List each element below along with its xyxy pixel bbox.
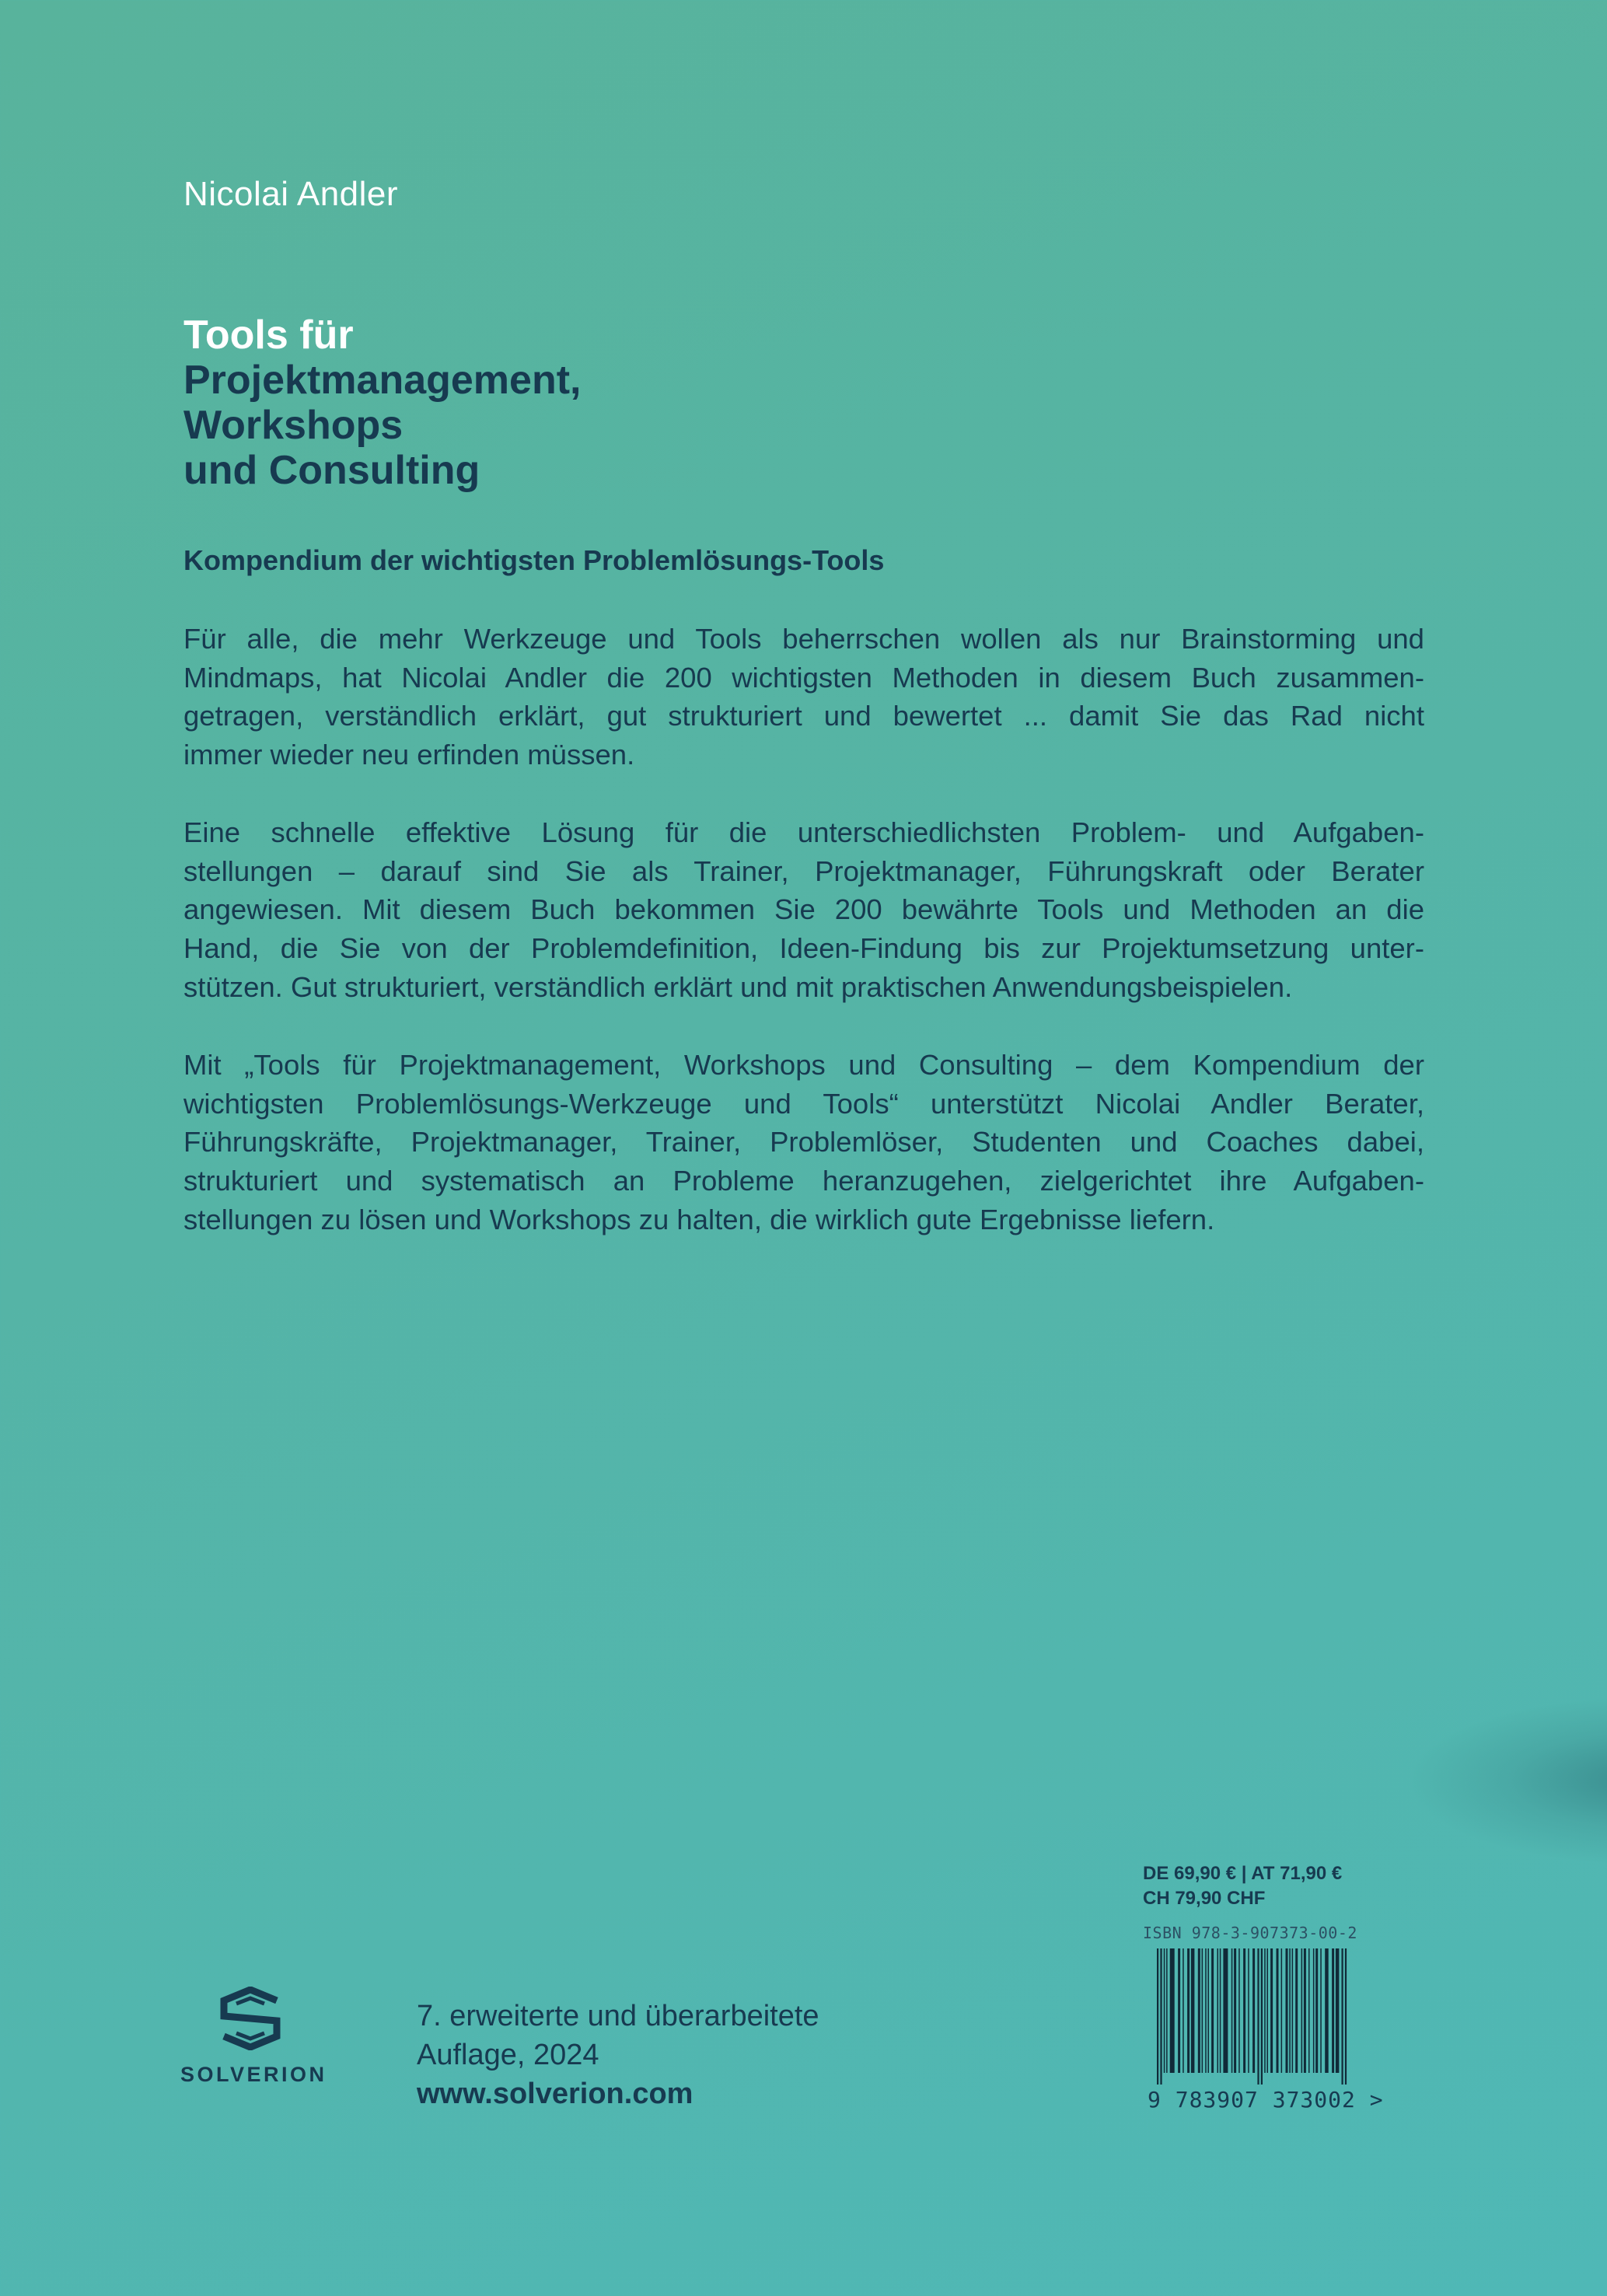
paragraph-line: stellungen – darauf sind Sie als Trainer, Projektmanager, Führungskraft oder Berater (183, 854, 1424, 887)
barcode-bar (1183, 1948, 1184, 2073)
paragraph-line: wichtigsten Problemlösungs-Werkzeuge und Tools“ unterstützt Nicolai Andler Berater, (183, 1087, 1424, 1120)
paragraph-line: immer wieder neu erfinden müssen. (183, 739, 635, 771)
barcode-bar (1295, 1948, 1298, 2073)
barcode-bar (1164, 1948, 1165, 2073)
barcode-bar (1264, 1948, 1266, 2073)
price-info (1143, 1861, 1342, 1911)
paragraph-line: angewiesen. Mit diesem Buch bekommen Sie 200 bewährte Tools und Methoden an die (183, 893, 1424, 926)
paragraph-line: stellungen zu lösen und Workshops zu halten, die wirklich gute Ergebnisse liefern. (183, 1203, 1215, 1235)
title-line-1: Tools für (183, 313, 354, 358)
barcode-bar (1325, 1948, 1329, 2073)
paragraph-line: Eine schnelle effektive Lösung für die unterschiedlichsten Problem- und Aufgaben- (183, 816, 1424, 848)
barcode-bar (1248, 1948, 1249, 2073)
barcode-bar (1292, 1948, 1294, 2073)
paragraph-line: Mindmaps, hat Nicolai Andler die 200 wichtigsten Methoden in diesem Buch zusammen- (183, 661, 1424, 694)
barcode-bar (1202, 1948, 1204, 2073)
barcode-bar (1234, 1948, 1236, 2073)
book-title (183, 313, 582, 493)
barcode-bar (1301, 1948, 1303, 2073)
barcode-bar (1187, 1948, 1190, 2073)
barcode-bar (1345, 1948, 1347, 2085)
barcode-bar (1205, 1948, 1207, 2073)
paragraph-line: Mit „Tools für Projektmanagement, Workshops und Consulting – dem Kompendium der (183, 1049, 1424, 1081)
barcode-bar (1267, 1948, 1269, 2073)
paragraph-line: stützen. Gut strukturiert, verständlich erklärt und mit praktischen Anwendungsbeispielen. (183, 970, 1293, 1003)
barcode-bar (1277, 1948, 1279, 2073)
blurb-paragraph-2 (183, 813, 1424, 1007)
publisher-logo (180, 1987, 327, 2087)
barcode-bar (1313, 1948, 1315, 2073)
barcode-bar (1198, 1948, 1200, 2073)
title-line-4: und Consulting (183, 448, 480, 493)
barcode-bar (1208, 1948, 1210, 2073)
barcode-bar (1304, 1948, 1306, 2073)
publisher-name: SOLVERION (180, 2063, 327, 2086)
barcode-bar (1220, 1948, 1221, 2073)
edition-info (417, 1997, 819, 2113)
barcode-bar (1157, 1948, 1158, 2085)
paragraph-line: Führungskräfte, Projektmanager, Trainer, Problemlöser, Studenten und Coaches dabei, (183, 1126, 1424, 1158)
solverion-logo-icon (213, 1987, 288, 2050)
barcode-bar (1217, 1948, 1219, 2073)
barcode-bar (1320, 1948, 1322, 2073)
edition-line-2: Auflage, 2024 (417, 2039, 599, 2071)
barcode-bar (1238, 1948, 1240, 2073)
paragraph-line: strukturiert und systematisch an Probleme heranzugehen, zielgerichtet ihre Aufgaben- (183, 1165, 1424, 1197)
edition-line-1: 7. erweiterte und überarbeitete (417, 2000, 819, 2032)
barcode-bar (1243, 1948, 1245, 2073)
blurb-paragraph-1 (183, 620, 1424, 774)
barcode-bar (1286, 1948, 1288, 2073)
author-name: Nicolai Andler (183, 175, 399, 213)
paragraph-line: Für alle, die mehr Werkzeuge und Tools beherrschen wollen als nur Brainstorming und (183, 623, 1424, 655)
price-line-1: DE 69,90 € | AT 71,90 € (1143, 1863, 1343, 1884)
barcode-bar (1332, 1948, 1334, 2073)
barcode-bar (1211, 1948, 1214, 2073)
book-subtitle: Kompendium der wichtigsten Problemlösungs-Tools (183, 544, 885, 576)
barcode-bar (1289, 1948, 1291, 2073)
barcode-bar (1160, 1948, 1162, 2085)
barcode-bar (1261, 1948, 1263, 2085)
barcode-bar (1281, 1948, 1283, 2073)
barcode-bar (1166, 1948, 1168, 2073)
barcode-bar (1257, 1948, 1259, 2085)
paragraph-line: getragen, verständlich erklärt, gut strukturiert und bewertet ... damit Sie das Rad nicht (183, 700, 1424, 732)
barcode-bar (1308, 1948, 1310, 2073)
title-line-3: Workshops (183, 403, 403, 448)
title-line-2: Projektmanagement, (183, 358, 582, 403)
barcode-bar (1178, 1948, 1180, 2073)
paragraph-line: Hand, die Sie von der Problemdefinition, Ideen-Findung bis zur Projektumsetzung unter- (183, 932, 1424, 965)
barcode-bar (1231, 1948, 1233, 2073)
barcode-bar (1191, 1948, 1195, 2073)
website-link[interactable]: www.solverion.com (417, 2078, 693, 2110)
barcode-digits: 9 783907 373002 > (1148, 2087, 1384, 2113)
background-shadow (1405, 1695, 1607, 1866)
barcode (1143, 1948, 1361, 2087)
barcode-bar (1252, 1948, 1255, 2073)
barcode-bar (1223, 1948, 1228, 2073)
barcode-bar (1342, 1948, 1343, 2085)
barcode-bar (1270, 1948, 1273, 2073)
isbn-label: ISBN 978-3-907373-00-2 (1143, 1924, 1357, 1942)
price-line-2: CH 79,90 CHF (1143, 1888, 1266, 1909)
blurb-paragraph-3 (183, 1046, 1424, 1239)
barcode-bar (1170, 1948, 1175, 2073)
barcode-bar (1336, 1948, 1340, 2073)
barcode-bar (1315, 1948, 1318, 2073)
